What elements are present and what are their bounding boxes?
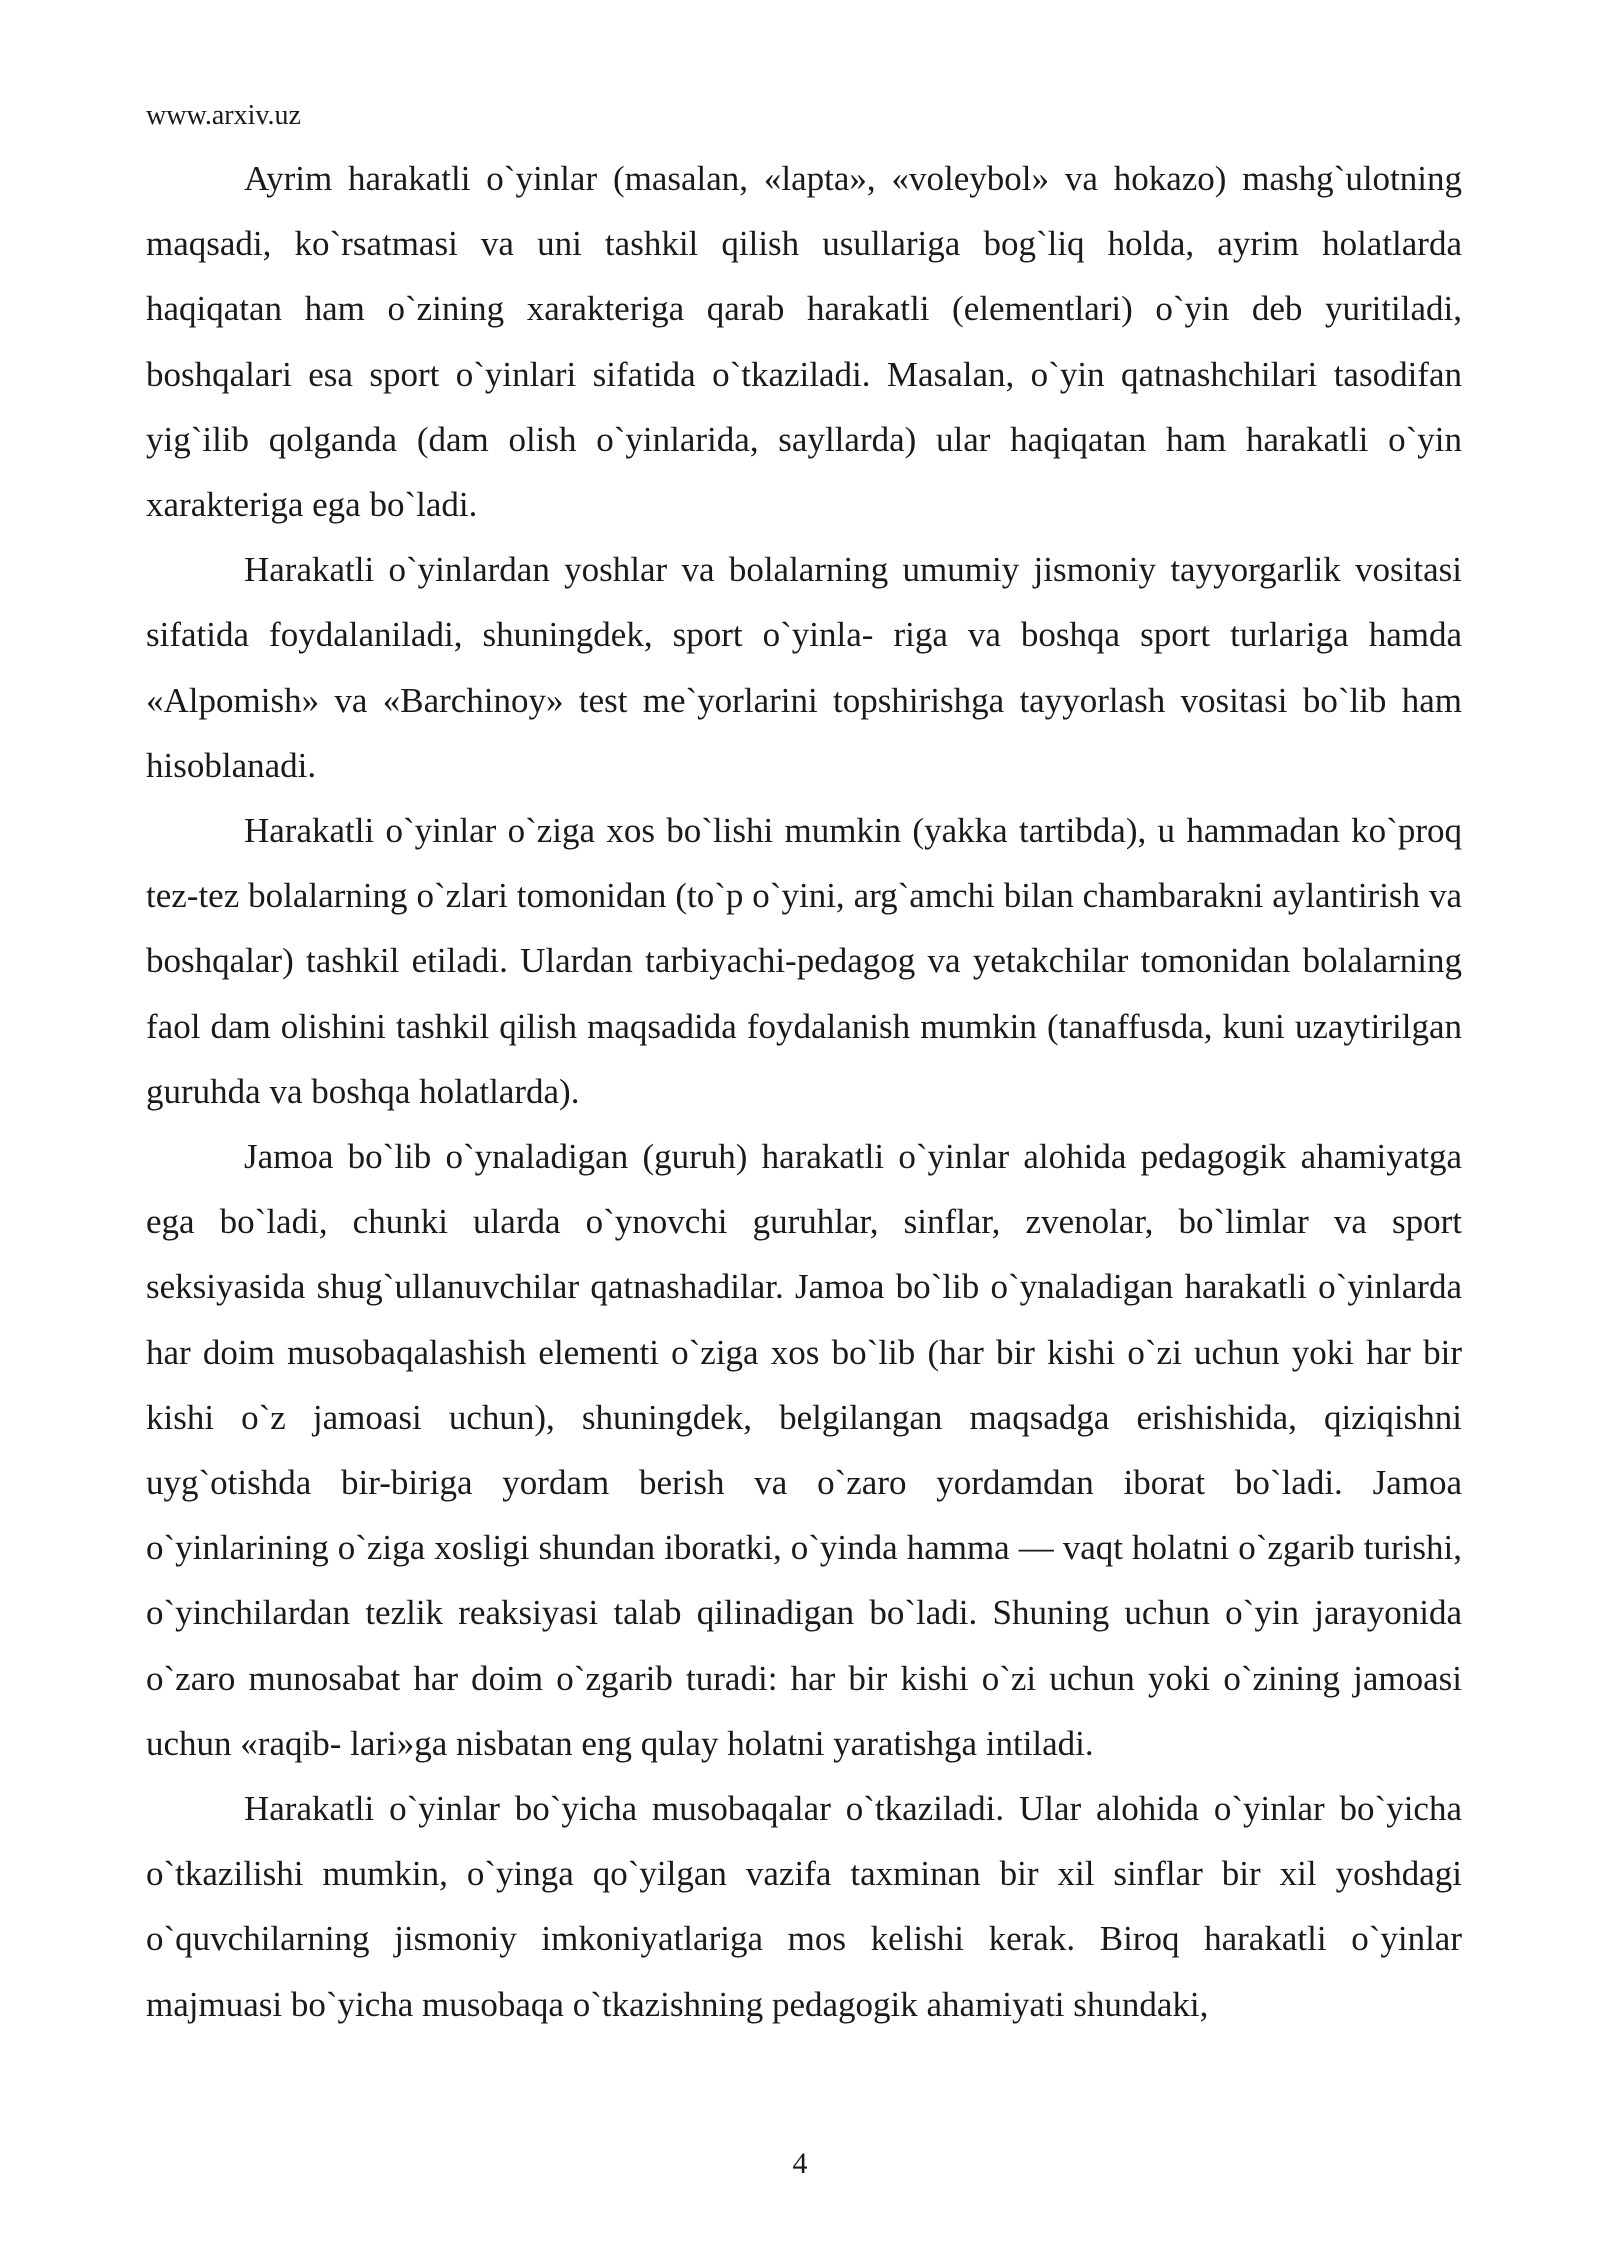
- paragraph: Harakatli o`yinlardan yoshlar va bolalarning umumiy jismoniy tayyorgarlik vositasi sifatida foydalaniladi, shuningdek, sport o`yinla- riga va boshqa sport turlariga hamda «Alpomish» va «Barchinoy» test me`yorlarini topshirishga tayyorlash vositasi bo`lib ham hisoblanadi.: [146, 550, 1462, 785]
- paragraph: Jamoa bo`lib o`ynaladigan (guruh) harakatli o`yinlar alohida pedagogik ahamiyatga ega bo`ladi, chunki ularda o`ynovchi guruhlar, sinflar, zvenolar, bo`limlar va sport seksiyasida shug`ullanuvchilar qatnashadilar. Jamoa bo`lib o`ynaladigan harakatli o`yinlarda har doim musobaqalashish elementi o`ziga xos bo`lib (har bir kishi o`zi uchun yoki har bir kishi o`z jamoasi uchun), shuningdek, belgilangan maqsadga erishishida, qiziqishni uyg`otishda bir-biriga yordam berish va o`zaro yordamdan iborat bo`ladi. Jamoa o`yinlarining o`ziga xosligi shundan iboratki, o`yinda hamma — vaqt holatni o`zgarib turishi, o`yinchilardan tezlik reaksiyasi talab qilinadigan bo`ladi. Shuning uchun o`yin jarayonida o`zaro munosabat har doim o`zgarib turadi: har bir kishi o`zi uchun yoki o`zining jamoasi uchun «raqib- lari»ga nisbatan eng qulay holatni yaratishga intiladi.: [146, 1137, 1462, 1763]
- page-number: 4: [792, 2147, 808, 2180]
- paragraph: Ayrim harakatli o`yinlar (masalan, «lapta», «voleybol» va hokazo) mashg`ulotning maqsadi, ko`rsatmasi va uni tashkil qilish usullariga bog`liq holda, ayrim holatlarda haqiqatan ham o`zining xarakteriga qarab harakatli (elementlari) o`yin deb yuritiladi, boshqalari esa sport o`yinlari sifatida o`tkaziladi. Masalan, o`yin qatnashchilari tasodifan yig`ilib qolganda (dam olish o`yinlarida, sayllarda) ular haqiqatan ham harakatli o`yin xarakteriga ega bo`ladi.: [146, 159, 1462, 525]
- paragraph: Harakatli o`yinlar bo`yicha musobaqalar o`tkaziladi. Ular alohida o`yinlar bo`yicha o`tkazilishi mumkin, o`yinga qo`yilgan vazifa taxminan bir xil sinflar bir xil yoshdagi o`quvchilarning jismoniy imkoniyatlariga mos kelishi kerak. Biroq harakatli o`yinlar majmuasi bo`yicha musobaqa o`tkazishning pedagogik ahamiyati shundaki,: [146, 1789, 1462, 2024]
- header-url: www.arxiv.uz: [146, 100, 301, 131]
- paragraph: Harakatli o`yinlar o`ziga xos bo`lishi mumkin (yakka tartibda), u hammadan ko`proq tez-tez bolalarning o`zlari tomonidan (to`p o`yini, arg`amchi bilan chambarakni aylantirish va boshqalar) tashkil etiladi. Ulardan tarbiyachi-pedagog va yetakchilar tomonidan bolalarning faol dam olishini tashkil qilish maqsadida foydalanish mumkin (tanaffusda, kuni uzaytirilgan guruhda va boshqa holatlarda).: [146, 811, 1462, 1111]
- document-body: [146, 146, 1462, 2037]
